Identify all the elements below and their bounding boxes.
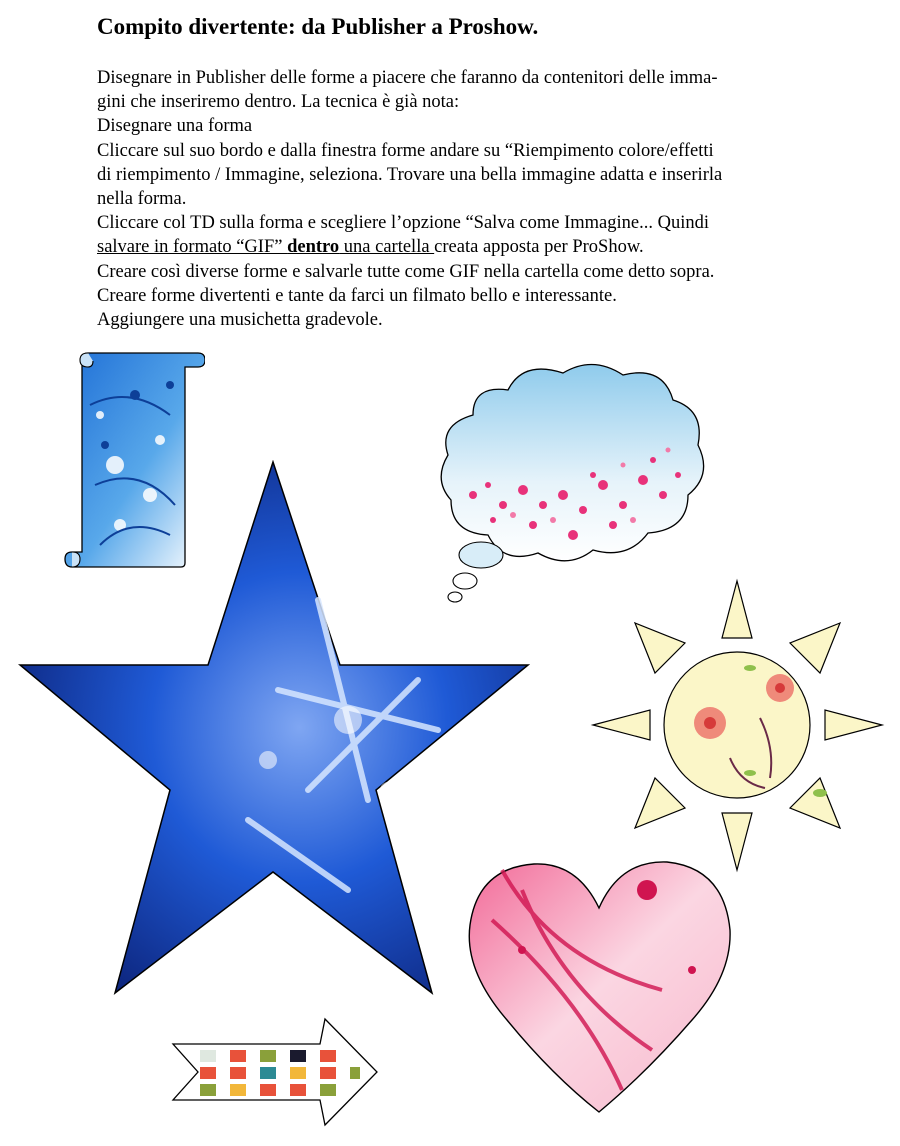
instruction-line: Creare forme divertenti e tante da farci un filmato bello e interessante.	[97, 285, 617, 306]
instruction-line: Disegnare in Publisher delle forme a piacere che faranno da contenitori delle imma-	[97, 68, 718, 88]
page-title: Compito divertente: da Publisher a Proshow.	[97, 14, 539, 39]
heart-shape	[462, 850, 737, 1115]
instruction-line: nella forma.	[97, 189, 187, 210]
instruction-line: gini che inseriremo dentro. La tecnica è già nota:	[97, 92, 460, 113]
star-shape	[18, 460, 530, 995]
instruction-line: Creare così diverse forme e salvarle tutte come GIF nella cartella come detto sopra.	[97, 261, 715, 282]
instruction-line: Aggiungere una musichetta gradevole.	[97, 310, 383, 331]
instruction-line: Cliccare col TD sulla forma e scegliere l’opzione “Salva come Immagine... Quindi	[97, 213, 709, 234]
instruction-line: Cliccare sul suo bordo e dalla finestra forme andare su “Riempimento colore/effetti	[97, 140, 714, 161]
instructions-paragraph	[97, 66, 817, 332]
plain-text: creata apposta per ProShow.	[434, 237, 644, 258]
bold-underlined-text: dentro	[287, 237, 340, 258]
instruction-line: di riempimento / Immagine, seleziona. Trovare una bella immagine adatta e inserirla	[97, 164, 723, 185]
underlined-text: una cartella	[339, 237, 435, 258]
sun-shape	[590, 578, 885, 873]
instruction-line: Disegnare una forma	[97, 116, 253, 137]
underlined-text: salvare in formato “GIF”	[97, 237, 288, 258]
arrow-shape	[170, 1017, 380, 1127]
instruction-line-save	[97, 235, 817, 259]
